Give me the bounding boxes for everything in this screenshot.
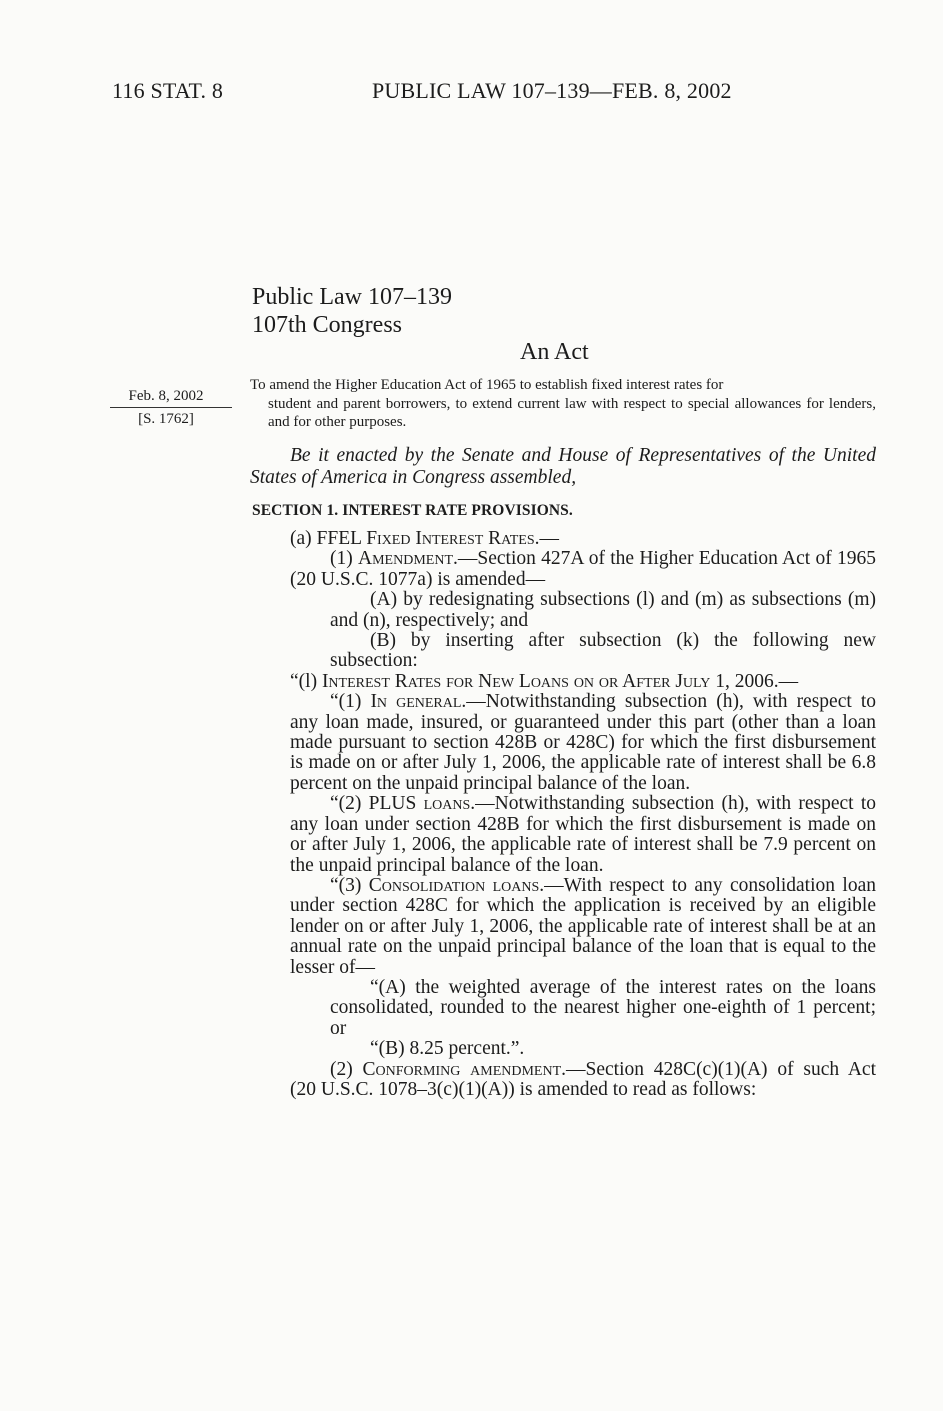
an-act-heading: An Act xyxy=(520,339,589,365)
paragraph-2 xyxy=(250,1060,876,1101)
subsection-a-dash: .— xyxy=(534,528,559,549)
quoted-paragraph-1 xyxy=(250,692,876,794)
paragraph-1 xyxy=(250,549,876,590)
quoted-subparagraph-a: “(A) the weighted average of the interest rates on the loans consolidated, rounded to the nearest higher one-eighth of 1 percent; or xyxy=(330,976,876,1039)
running-header-title: PUBLIC LAW 107–139—FEB. 8, 2002 xyxy=(372,78,732,103)
quoted-subsection-l-heading: Interest Rates for New Loans on or After July xyxy=(321,670,711,692)
enacting-clause xyxy=(250,445,876,489)
subparagraph-b: (B) by inserting after subsection (k) the following new subsection: xyxy=(330,630,876,672)
public-law-number: Public Law 107–139 xyxy=(252,284,452,310)
quoted-paragraph-1-heading: In general xyxy=(370,691,462,713)
quoted-paragraph-3 xyxy=(250,876,876,978)
quoted-paragraph-1-text: .—Notwithstanding subsection (h), with respect to any loan made, insured, or guaranteed under this part (other than a loan made pursuant to section 428B or 428C) for which the first disbursement is made on or after July 1, 2006, the applicable rate of interest shall be 6.8 percent on the unpaid principal balance of the loan. xyxy=(290,691,876,794)
paragraph-2-text: .—Section 428C(c)(1)(A) of such Act (20 U.S.C. 1078–3(c)(1)(A)) is amended to read as follows: xyxy=(290,1058,876,1100)
quoted-paragraph-3-text: .—With respect to any consolidation loan under section 428C for which the application is received by an eligible lender on or after July 1, 2006, the applicable rate of interest shall be at an annual rate on the unpaid principal balance of the loan that is equal to the lesser of— xyxy=(290,874,876,978)
quoted-subsection-l-date: 1, 2006.— xyxy=(710,670,799,692)
quoted-paragraph-3-heading: Consolidation loans xyxy=(368,874,540,896)
paragraph-2-heading: Conforming amendment xyxy=(362,1058,562,1080)
section-heading: SECTION 1. INTEREST RATE PROVISIONS. xyxy=(252,502,573,519)
congress-label: 107th Congress xyxy=(252,312,402,338)
paragraph-2-label: (2) xyxy=(330,1058,363,1080)
paragraph-1-text: .—Section 427A of the Higher Education Act of 1965 (20 U.S.C. 1077a) is amended— xyxy=(290,548,876,590)
purpose-clause xyxy=(250,376,876,432)
purpose-continuation: student and parent borrowers, to extend current law with respect to special allowances for lenders, and for other purposes. xyxy=(268,395,876,430)
quoted-paragraph-2 xyxy=(250,794,876,876)
quoted-paragraph-3-label: “(3) xyxy=(330,874,369,896)
section-body xyxy=(250,529,876,1100)
quoted-subparagraph-b: “(B) 8.25 percent.”. xyxy=(370,1038,525,1060)
enacting-text: Be it enacted by the Senate and House of Representatives of the United States of America in Congress assembled, xyxy=(250,445,876,488)
quoted-subsection-l-label: “(l) xyxy=(290,670,322,692)
paragraph-1-label: (1) xyxy=(330,548,359,570)
quoted-paragraph-2-text: .—Notwithstanding subsection (h), with respect to any loan under section 428B for which the first disbursement is made on or after July 1, 2006, the applicable rate of interest shall be 7.9 percent on the unpaid principal balance of the loan. xyxy=(290,793,876,876)
purpose-line-1: To amend the Higher Education Act of 1965 to establish fixed interest rates for xyxy=(250,377,724,393)
margin-date: Feb. 8, 2002 xyxy=(128,388,204,404)
subsection-a-label: (a) FFEL xyxy=(290,528,367,549)
quoted-paragraph-2-label: “(2) xyxy=(330,793,369,815)
margin-divider xyxy=(110,407,232,408)
quoted-subsection-l xyxy=(250,672,876,692)
running-header-stat: 116 STAT. 8 xyxy=(112,78,224,103)
quoted-paragraph-2-heading: PLUS loans xyxy=(368,793,471,815)
quoted-paragraph-1-label: “(1) xyxy=(330,691,371,713)
margin-bill-number: [S. 1762] xyxy=(138,411,194,427)
subsection-a-heading: Fixed Interest Rates xyxy=(366,528,535,549)
paragraph-1-heading: Amendment xyxy=(358,548,453,570)
subparagraph-a: (A) by redesignating subsections (l) and (m) as subsections (m) and (n), respectively; and xyxy=(330,589,876,631)
subsection-a xyxy=(250,529,876,549)
